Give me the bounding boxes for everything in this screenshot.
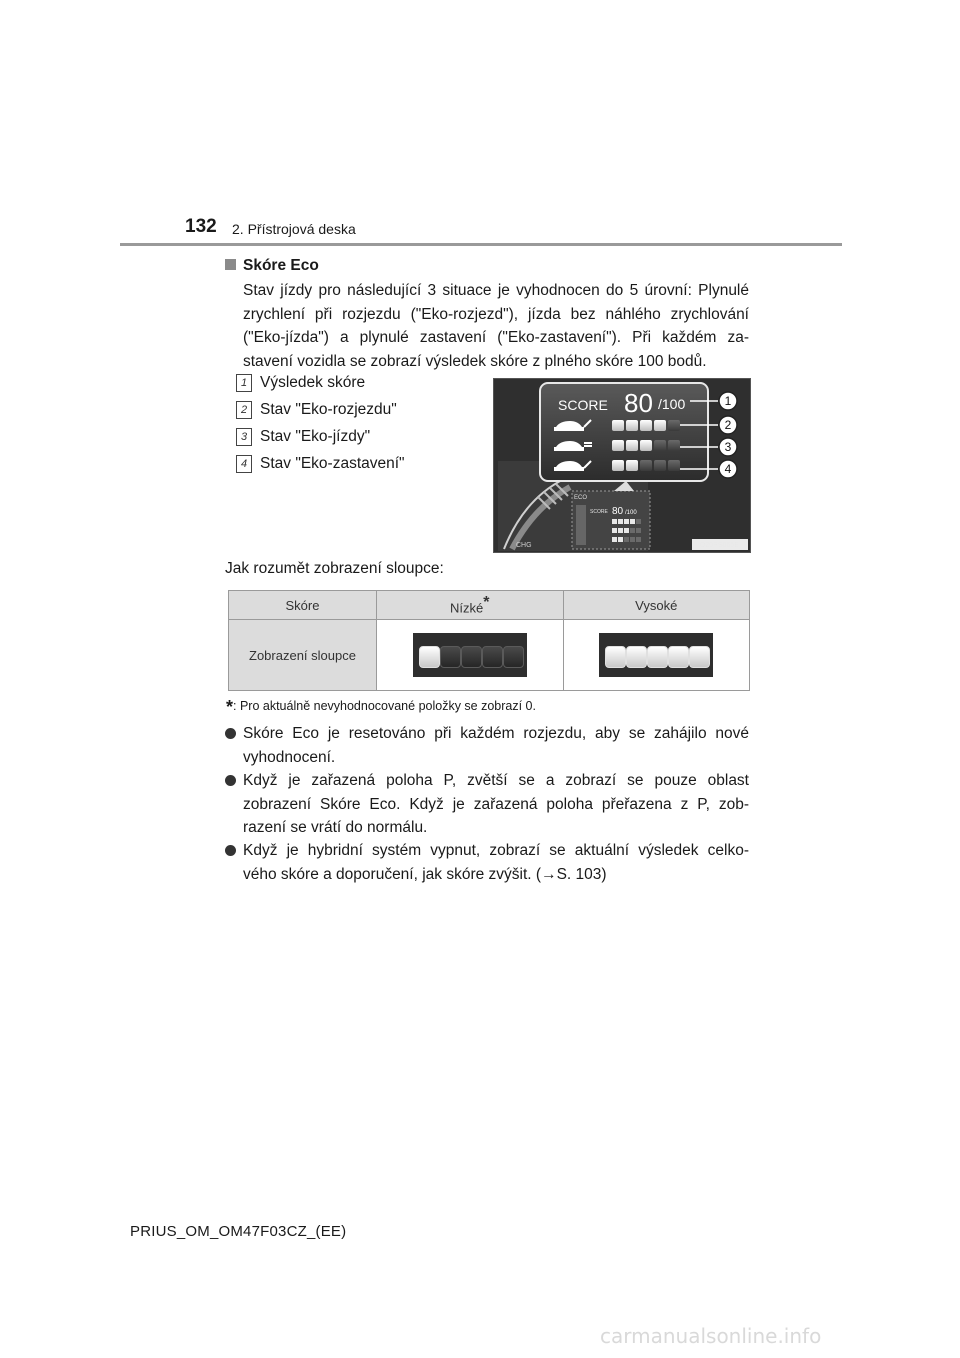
legend-item (236, 428, 370, 452)
legend-label: Výsledek skóre (260, 374, 366, 391)
score-segment (612, 460, 624, 471)
score-segment (640, 460, 652, 471)
bullet-item: Když je hybridní systém vypnut, zobrazí se aktuální výsledek celko- vého skóre a doporučení, jak skóre zvýšit. (→S. 103) (225, 839, 749, 887)
bar-segment (626, 646, 647, 668)
chapter-title: 2. Přístrojová deska (232, 221, 356, 237)
high-bar-cell (563, 620, 750, 691)
header-low: Nízké* (377, 591, 564, 620)
callout-number: 3 (236, 428, 252, 446)
callout-number: 4 (236, 455, 252, 473)
score-segment (668, 460, 680, 471)
small-score-segment (636, 519, 641, 524)
score-segment (626, 460, 638, 471)
cluster-illustration (494, 379, 750, 552)
legend-label: Stav "Eko-rozjezdu" (260, 401, 397, 418)
table-header-row (229, 591, 750, 620)
score-segment (654, 460, 666, 471)
small-score-segment (612, 528, 617, 533)
figure-code-bg (692, 539, 748, 550)
bar-segment (440, 646, 461, 668)
callout-number: 1 (724, 394, 732, 408)
legend-item (236, 374, 365, 398)
bar-segment (482, 646, 503, 668)
score-value: 80 (624, 388, 653, 418)
bar-segment (647, 646, 668, 668)
table-row (229, 620, 750, 691)
small-score-segment (630, 528, 635, 533)
small-score-rows (612, 519, 641, 542)
legend-item (236, 401, 397, 425)
score-segment (668, 420, 680, 431)
small-score-segment (618, 519, 623, 524)
score-segment (626, 440, 638, 451)
small-score-segment (624, 519, 629, 524)
small-score-segment (636, 528, 641, 533)
legend-item (236, 455, 405, 479)
small-score-segment (618, 537, 623, 542)
score-segment (654, 440, 666, 451)
eco-score-figure (493, 378, 751, 553)
footnote: *: Pro aktuálně nevyhodnocované položky se zobrazí 0. (226, 697, 536, 717)
bullet-item: Když je zařazená poloha P, zvětší se a zobrazí se pouze oblast zobrazení Skóre Eco. Když je zařazená poloha přeřazena z P, zob- razení se vrátí do normálu. (225, 769, 749, 841)
watermark-text: carmanualsonline.info (600, 1324, 822, 1348)
score-max: /100 (658, 396, 686, 412)
callout-number: 2 (724, 418, 732, 432)
document-id: PRIUS_OM_OM47F03CZ_(EE) (130, 1223, 347, 1240)
intro-paragraph (243, 279, 749, 373)
legend-label: Stav "Eko-zastavení" (260, 455, 405, 472)
header-divider (120, 243, 842, 246)
intro-line: stavení vozidla se zobrazí výsledek skóre z plného skóre 100 bodů. (243, 352, 707, 370)
section-title-text: Skóre Eco (243, 257, 319, 274)
score-table (228, 590, 750, 691)
header-high: Vysoké (563, 591, 750, 620)
small-score-segment (630, 519, 635, 524)
callout-number: 1 (236, 374, 252, 392)
page-number: 132 (185, 216, 217, 237)
bar-segment (605, 646, 626, 668)
callout-number: 4 (724, 462, 732, 476)
low-bar-image (413, 633, 527, 677)
bullet-dot-icon (225, 728, 236, 739)
score-segment (640, 420, 652, 431)
legend-label: Stav "Eko-jízdy" (260, 428, 371, 445)
intro-line: ("Eko-jízda") a plynulé zastavení ("Eko-zastavení"). Při každém za- (243, 329, 749, 346)
small-score-label: SCORE (590, 509, 608, 515)
bullet-item: Skóre Eco je resetováno při každém rozjezdu, aby se zahájilo nové vyhodnocení. (225, 722, 749, 770)
score-segment (668, 440, 680, 451)
high-bar-image (599, 633, 713, 677)
intro-line: zrychlení při rozjezdu ("Eko-rozjezd"), jízda bez náhlého zrychlování (243, 305, 749, 323)
bar-segment (461, 646, 482, 668)
score-rows (612, 420, 680, 471)
battery-gauge (576, 505, 586, 545)
how-to-read-label: Jak rozumět zobrazení sloupce: (225, 560, 444, 577)
score-segment (612, 440, 624, 451)
small-score-segment (612, 537, 617, 542)
callout-number: 2 (236, 401, 252, 419)
bar-segment (419, 646, 440, 668)
small-score-segment (630, 537, 635, 542)
score-segment (654, 420, 666, 431)
score-segment (626, 420, 638, 431)
small-score-segment (636, 537, 641, 542)
small-score-value: 80 (612, 506, 624, 517)
score-segment (612, 420, 624, 431)
small-score-segment (618, 528, 623, 533)
callout-number: 3 (724, 440, 732, 454)
bullet-dot-icon (225, 845, 236, 856)
bar-segment (503, 646, 524, 668)
low-bar-cell (377, 620, 564, 691)
chg-label: CHG (516, 542, 532, 549)
row-label: Zobrazení sloupce (229, 620, 377, 691)
small-score-segment (624, 528, 629, 533)
bar-segment (689, 646, 710, 668)
eco-label: ECO (574, 495, 588, 501)
bullet-dot-icon (225, 775, 236, 786)
header-score: Skóre (229, 591, 377, 620)
score-label: SCORE (558, 397, 608, 413)
intro-line: Stav jízdy pro následující 3 situace je vyhodnocen do 5 úrovní: Plynulé (243, 282, 749, 299)
section-title (225, 257, 319, 275)
small-score-segment (612, 519, 617, 524)
square-bullet-icon (225, 259, 236, 270)
small-score-max: /100 (625, 510, 637, 516)
score-segment (640, 440, 652, 451)
small-score-segment (624, 537, 629, 542)
bar-segment (668, 646, 689, 668)
